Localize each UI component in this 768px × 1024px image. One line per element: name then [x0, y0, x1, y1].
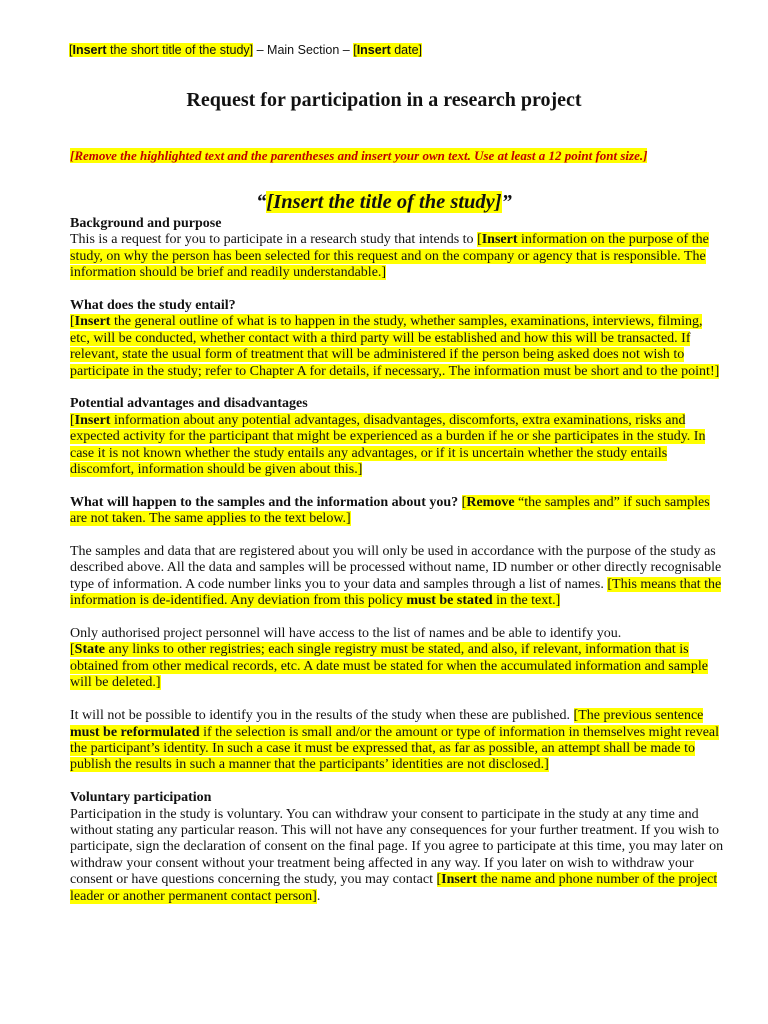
header-date-placeholder: [Insert date]	[353, 43, 423, 57]
instruction-note: [Remove the highlighted text and the parentheses and insert your own text. Use at least a 12 point font size.]	[70, 148, 648, 163]
section-paragraph: Only authorised project personnel will have access to the list of names and be able to identify you. [State any links to other registries; each single registry must be stated, and also, if relevant, information that is obtained from other medical records, etc. A date must be stated for when the accumulated information and sample will be deleted.]	[70, 626, 708, 691]
section-heading: What does the study entail?	[70, 298, 236, 314]
section-paragraph	[70, 314, 724, 380]
section-paragraph: It will not be possible to identify you in the results of the study when these are published. [The previous sentence must be reformulated if the selection is small and/or the amount or type of information in themselves might reveal the participant’s identity. In such a case it must be expressed that, as far as possible, an attempt shall be made to publish the results in such a manner that the participants’ identities are not disclosed.]	[70, 708, 720, 773]
section-background	[70, 216, 724, 282]
document-title: Request for participation in a research project	[186, 89, 582, 111]
section-voluntary	[70, 790, 724, 905]
section-heading: Potential advantages and disadvantages	[70, 396, 308, 412]
running-header	[69, 42, 422, 58]
placeholder-text: [The previous sentence must be reformulated if the selection is small and/or the amount or type of information in themselves might reveal the participant’s identity. In such a case it must be expressed that, as far as possible, an attempt shall be made to publish the results in such a manner that the participants’ identities are not disclosed.]	[70, 708, 720, 773]
placeholder-text: [Insert the general outline of what is to happen in the study, whether samples, examinations, interviews, filming, etc, will be conducted, whether contact with a third party will be established and how this will be transacted. If relevant, state the usual form of treatment that will be administered if the person being asked does not wish to participate in the study; refer to Chapter A for details, if necessary,. The information must be short and to the point!]	[70, 314, 720, 379]
document-body	[70, 216, 724, 905]
section-heading: What will happen to the samples and the information about you?	[70, 494, 459, 510]
placeholder-text: [State any links to other registries; each single registry must be stated, and also, if relevant, information that is obtained from other medical records, etc. A date must be stated for when the accumulated information and sample will be deleted.]	[70, 642, 708, 691]
section-advantages	[70, 396, 724, 478]
section-entail	[70, 298, 724, 380]
section-heading: Background and purpose	[70, 216, 222, 231]
placeholder-text: [Remove “the samples and” if such samples are not taken. The same applies to the text below.]	[70, 494, 710, 527]
placeholder-text: [Insert information about any potential advantages, disadvantages, discomforts, extra examinations, risks and expected activity for the participant that might be experienced as a burden if he or she participates in the study. In case it is not known whether the study entails any advantages, or if it is uncertain whether the study entails discomfort, information should be given about this.]	[70, 412, 706, 478]
section-paragraph: The samples and data that are registered about you will only be used in accordance with the purpose of the study as described above. All the data and samples will be processed without name, ID number or other directly recognisable type of information. A code number links you to your data and samples through a list of names. [This means that the information is de-identified. Any deviation from this policy must be stated in the text.]	[70, 544, 722, 609]
section-paragraph: This is a request for you to participate in a research study that intends to [Insert information on the purpose of the study, on why the person has been selected for this request and on the company or agency that is responsible. The information should be brief and readily understandable.]	[70, 232, 709, 281]
placeholder-text: [Insert the name and phone number of the project leader or another permanent contact person]	[70, 872, 718, 904]
section-paragraph: Participation in the study is voluntary. You can withdraw your consent to participate in the study at any time and without stating any particular reason. This will not have any consequences for your further treatment. If you wish to participate, sign the declaration of consent on the final page. If you agree to participate at this time, you may later on withdraw your consent without your treatment being affected in any way. If you later on wish to withdraw your consent or have questions concerning the study, you may contact [Insert the name and phone number of the project leader or another permanent contact person].	[70, 806, 724, 904]
section-paragraph	[70, 413, 724, 479]
study-title-placeholder: [Insert the title of the study]	[266, 191, 502, 213]
section-paragraph	[70, 495, 724, 528]
header-section-label: – Main Section –	[253, 43, 354, 57]
placeholder-text: [This means that the information is de-identified. Any deviation from this policy must be stated in the text.]	[70, 576, 722, 609]
study-title: “[Insert the title of the study]”	[256, 191, 512, 213]
placeholder-text: [Insert information on the purpose of the study, on why the person has been selected for this request and on the company or agency that is responsible. The information should be brief and readily understandable.]	[70, 232, 709, 281]
section-samples	[70, 495, 724, 774]
header-title-placeholder: [Insert the short title of the study]	[69, 43, 254, 57]
section-heading: Voluntary participation	[70, 790, 212, 806]
